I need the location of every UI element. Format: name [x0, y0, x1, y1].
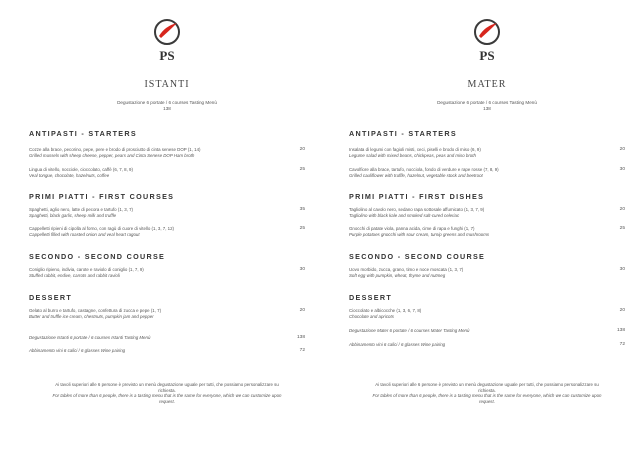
- menu-item: [29, 167, 305, 178]
- item-price: 35: [299, 207, 305, 212]
- item-price: 25: [299, 226, 305, 231]
- item-english: Soft egg with pumpkin, wheat, thyme and nutmeg: [349, 272, 446, 278]
- extra-price: 72: [619, 342, 625, 347]
- item-allergens: (1, 3, 6, 7, 8): [396, 308, 422, 313]
- item-allergens: (1, 3, 7, 9): [464, 207, 485, 212]
- wine-pairing-row: [29, 348, 305, 354]
- item-price: 30: [299, 267, 305, 272]
- extra-label: Abbinamento vini 6 calici / 6 glasses Wine pairing: [29, 348, 126, 353]
- item-allergens: (7, 8, 9): [483, 167, 499, 172]
- item-price: 20: [619, 308, 625, 313]
- section-title: DESSERT: [349, 293, 393, 302]
- section-title: DESSERT: [29, 293, 73, 302]
- item-name: Coniglio ripieno, indivia, carote e raviolo di coniglio: [29, 267, 128, 272]
- section-title: PRIMI PIATTI - FIRST DISHES: [349, 192, 485, 201]
- item-name: Cavolfiore alla brace, tartufo, nocciola, fondo di verdure e rape rosse: [349, 167, 483, 172]
- item-allergens: (1, 3, 7): [448, 267, 464, 272]
- item-price: 25: [299, 167, 305, 172]
- item-english: Stuffed rabbit, endive, carrots and rabbit ravioli: [29, 272, 120, 278]
- item-english: Legume salad with mixed beans, chickpeas, peas and miso broth: [349, 152, 476, 158]
- ps-logo-icon: [145, 16, 189, 66]
- item-allergens: (6, 7, 8, 9): [112, 167, 133, 172]
- restaurant-name: MATER: [467, 79, 507, 90]
- item-allergens: (6, 9): [470, 147, 481, 152]
- tasting-price: 138: [483, 106, 491, 111]
- menu-item: [349, 207, 625, 218]
- footer-english: For tables of more than 6 people, there is a tasting menu that is the same for everyone, which we can customize upon request.: [372, 393, 602, 404]
- menu-item: [349, 308, 625, 319]
- item-price: 20: [619, 207, 625, 212]
- tasting-line: Degustazione 6 portate / 6 courses Tasting Menù: [437, 100, 537, 105]
- menu-item: [29, 147, 305, 158]
- extra-label: Abbinamento vini 6 calici / 6 glasses Wine pairing: [349, 342, 446, 347]
- menu-item: [349, 267, 625, 278]
- item-price: 20: [299, 147, 305, 152]
- section-title: ANTIPASTI - STARTERS: [349, 129, 457, 138]
- footer-italian: Ai tavoli superiori alle 6 persone è previsto un menù degustazione uguale per tutti, che possiamo personalizzare su richiesta.: [55, 382, 279, 393]
- footer-note: [367, 382, 607, 404]
- item-price: 25: [619, 226, 625, 231]
- menu-item: [349, 226, 625, 237]
- item-english: Butter and truffle ice cream, chestnuts, pumpkin jam and pepper: [29, 313, 154, 319]
- item-name: Gnocchi di patate viola, panna acida, cime di rapa e funghi: [349, 226, 463, 231]
- extra-price: 72: [299, 348, 305, 353]
- extra-label: Degustazione Istanti 6 portate / 6 courses Istanti Tasting Menù: [29, 335, 151, 340]
- logo-letters: PS: [479, 48, 495, 63]
- extra-label: Degustazione Mater 6 portate / 6 courses Mater Tasting Menù: [349, 328, 470, 333]
- item-name: Tagliolino al cavolo nero, sedano rapa sottosale affumicato: [349, 207, 463, 212]
- item-english: Chocolate and apricots: [349, 313, 394, 319]
- section-title: ANTIPASTI - STARTERS: [29, 129, 137, 138]
- item-allergens: (1, 14): [187, 147, 201, 152]
- footer-english: For tables of more than 6 people, there is a tasting menu that is the same for everyone, which we can customize upon request.: [52, 393, 282, 404]
- tasting-menu-row: [349, 328, 625, 334]
- item-name: Cappelletti ripieni di cipolla al forno, con ragù di cuore di vitello: [29, 226, 151, 231]
- item-english: Veal tongue, chocolate, hazelnuts, coffee: [29, 172, 110, 178]
- item-allergens: (1, 3, 7, 12): [151, 226, 174, 231]
- menu-item: [349, 147, 625, 158]
- tasting-menu-row: [29, 335, 305, 341]
- tasting-line: Degustazione 6 portate / 6 courses Tasting Menù: [117, 100, 217, 105]
- item-allergens: (1, 7): [150, 308, 162, 313]
- item-allergens: (1, 3, 7): [117, 207, 134, 212]
- tasting-header: [29, 100, 305, 112]
- wine-pairing-row: [349, 342, 625, 348]
- tasting-price: 138: [163, 106, 171, 111]
- footer-italian: Ai tavoli superiori alle 6 persone è previsto un menù degustazione uguale per tutti, che possiamo personalizzare su richiesta.: [375, 382, 599, 393]
- item-price: 30: [619, 167, 625, 172]
- item-allergens: (1, 7, 9): [128, 267, 144, 272]
- restaurant-name: ISTANTI: [144, 79, 190, 90]
- item-name: Uovo morbido, zucca, grano, timo e noce moscata: [349, 267, 447, 272]
- section-title: PRIMI PIATTI - FIRST COURSES: [29, 192, 175, 201]
- footer-note: [47, 382, 287, 404]
- item-english: Tagliolino with black kale and smoked salt-cured celeriac: [349, 212, 460, 218]
- extra-price: 138: [296, 335, 305, 340]
- istanti-menu: [29, 0, 305, 453]
- logo-letters: PS: [159, 48, 175, 63]
- section-title: SECONDO - SECOND COURSE: [349, 252, 486, 261]
- item-english: Spaghetti, black garlic, sheep milk and truffle: [29, 212, 117, 218]
- item-name: Spaghetti, aglio nero, latte di pecora e tartufo: [29, 207, 117, 212]
- item-english: Grilled mussels with sheep cheese, pepper, pears and Cinta Senese DOP Ham broth: [29, 152, 195, 158]
- item-price: 20: [619, 147, 625, 152]
- item-english: Purple potatoes gnocchi with sour cream, turnip greens and mushrooms: [349, 231, 490, 237]
- item-allergens: (1, 7): [464, 226, 475, 231]
- item-name: Insalata di legumi con fagioli misti, ceci, piselli e brodo di miso: [349, 147, 470, 152]
- item-price: 30: [619, 267, 625, 272]
- item-name: Cioccolato e albicocche: [349, 308, 396, 313]
- item-name: Gelato al burro e tartufo, castagne, confettura di zucca e pepe: [29, 308, 150, 313]
- item-name: Cozze alla brace, pecorino, pepe, pere e brodo di prosciutto di cinta senese DOP: [29, 147, 187, 152]
- menu-item: [29, 308, 305, 319]
- item-english: Cappelletti filled with roasted onion and veal heart ragout: [29, 231, 140, 237]
- ps-logo-icon: [465, 16, 509, 66]
- item-price: 20: [299, 308, 305, 313]
- section-title: SECONDO - SECOND COURSE: [29, 252, 166, 261]
- tasting-header: [349, 100, 625, 112]
- menu-item: [29, 267, 305, 278]
- item-name: Lingua di vitello, nocciole, cioccolato, caffè: [29, 167, 112, 172]
- menu-item: [29, 226, 305, 237]
- extra-price: 138: [616, 328, 625, 333]
- menu-item: [29, 207, 305, 218]
- item-english: Grilled cauliflower with truffle, hazelnut, vegetable stock and beetroot: [349, 172, 483, 178]
- menu-item: [349, 167, 625, 178]
- mater-menu: [349, 0, 625, 453]
